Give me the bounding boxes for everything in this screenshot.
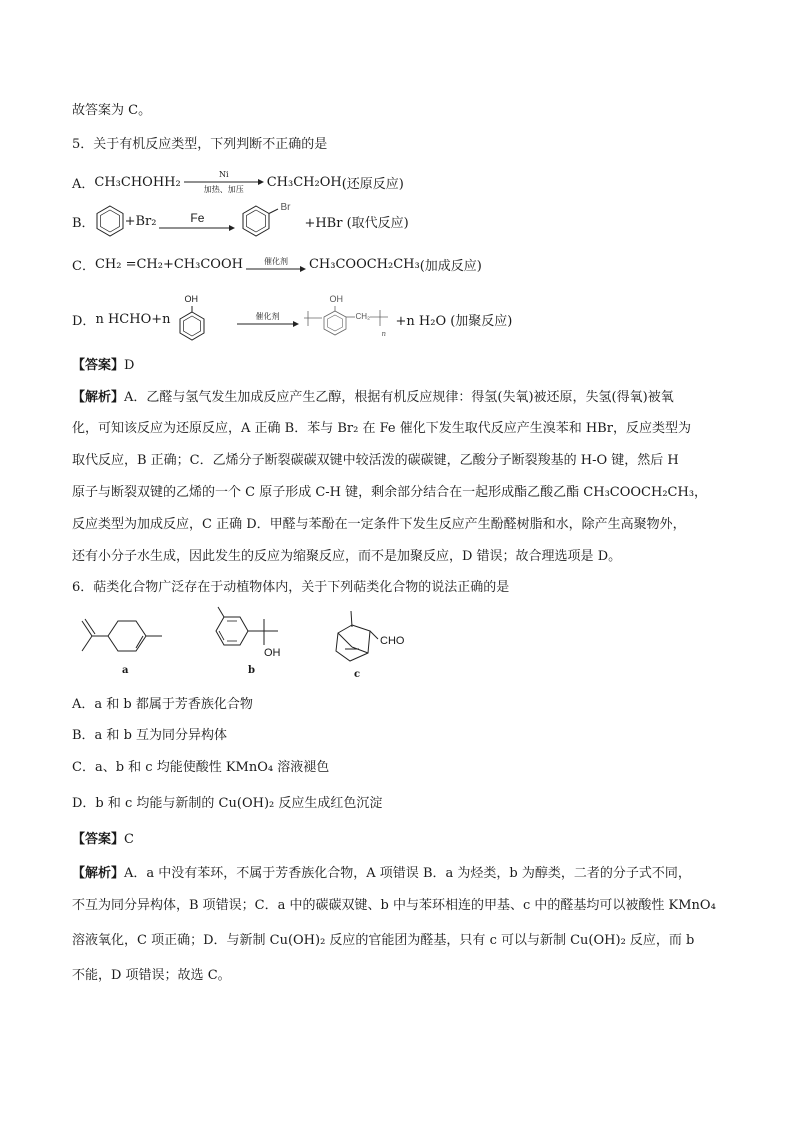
reactant: CH₃CHOHH₂ [94, 174, 181, 190]
arrow-condition: Fe [190, 211, 205, 225]
reaction-type: +HBr (取代反应) [304, 215, 409, 231]
option-letter: B． [72, 215, 95, 231]
product: CH₃CH₂OH [266, 174, 342, 190]
reaction-type: +n H₂O (加聚反应) [395, 313, 513, 329]
reagent: +Br₂ [124, 213, 157, 229]
q5-analysis-line: 取代反应，B 正确；C．乙烯分子断裂碳碳双键中较活泼的碳碳键，乙酸分子断裂羧基的 H-O 键，然后 H [72, 453, 679, 468]
resin-structure-icon [302, 296, 392, 342]
q5-option-d [72, 296, 512, 342]
arrow-condition-bottom: 加热、加压 [203, 185, 244, 194]
q6-answer [72, 830, 134, 850]
n-subscript: n [381, 330, 387, 338]
phenol-formaldehyde-resin [302, 296, 392, 342]
q5-analysis-line: 反应类型为加成反应，C 正确 D．甲醛与苯酚在一定条件下发生反应产生酚醛树脂和水，除产生高聚物外， [72, 517, 686, 532]
q6-analysis-line: 不互为同分异构体，B 项错误；C．a 中的碳碳双键、b 中与苯环相连的甲基、c 中的醛基均可以被酸性 KMnO₄ [72, 898, 716, 913]
oh-label: OH [329, 294, 343, 304]
arrow-condition: 催化剂 [255, 311, 280, 321]
option-letter: A． [72, 176, 95, 192]
ch2-label: CH₂ [355, 312, 371, 321]
arrow-condition-top: Ni [218, 170, 229, 179]
oh-label: OH [264, 647, 281, 659]
reaction-arrow [246, 257, 306, 272]
analysis-text: A．a 中没有苯环，不属于芳香族化合物，A 项错误 B．a 为烃类，b 为醇类，二者的分子式不同， [124, 866, 691, 881]
q5-answer [72, 356, 134, 376]
q6-analysis-line: 不能，D 项错误；故选 C。 [72, 968, 231, 983]
option-letter: D． [72, 313, 96, 329]
oh-label: OH [184, 294, 198, 304]
q6-analysis-line: 溶液氧化，C 项正确；D．与新制 Cu(OH)₂ 反应的官能团为醛基，只有 c 可以与新制 Cu(OH)₂ 反应，而 b [72, 933, 695, 948]
q5-analysis-line: 化，可知该反应为还原反应，A 正确 B．苯与 Br₂ 在 Fe 催化下发生取代反应产生溴苯和 HBr，反应类型为 [72, 421, 691, 436]
phenol [175, 296, 209, 342]
label-a: a [122, 665, 129, 676]
answer-tag: 【答案】 [72, 358, 125, 373]
q6-option-c: C．a、b 和 c 均能使酸性 KMnO₄ 溶液褪色 [72, 760, 330, 775]
analysis-text: A．乙醛与氢气发生加成反应产生乙醇，根据有机反应规律：得氢(失氧)被还原，失氢(得氧)被氧 [124, 390, 674, 405]
cho-label: CHO [380, 635, 405, 647]
q5-option-c [72, 255, 482, 274]
bromobenzene [238, 204, 298, 238]
benzene-ring-icon [95, 204, 125, 238]
reaction-arrow [184, 170, 264, 194]
arrow-condition: 催化剂 [263, 257, 288, 266]
label-c: c [354, 669, 361, 680]
br-label: Br [280, 202, 291, 213]
answer-value: D [124, 358, 135, 373]
q5-analysis-line [72, 388, 674, 408]
option-letter: C． [72, 259, 95, 274]
reaction-type: (还原反应) [341, 176, 404, 192]
q6-option-b: B．a 和 b 互为同分异构体 [72, 728, 228, 743]
reactants: CH₂ =CH₂+CH₃COOH [94, 257, 243, 272]
analysis-tag: 【解析】 [72, 866, 125, 881]
q6-option-a: A．a 和 b 都属于芳香族化合物 [72, 697, 253, 712]
product: CH₃COOCH₂CH₃ [308, 257, 420, 272]
answer-value: C [124, 832, 134, 847]
q5-analysis-line: 还有小分子水生成，因此发生的反应为缩聚反应，而不是加聚反应，D 错误；故合理选项是 D。 [72, 549, 622, 564]
arrow-icon [246, 266, 306, 272]
previous-conclusion: 故答案为 C。 [72, 103, 152, 118]
q5-analysis-line: 原子与断裂双键的乙烯的一个 C 原子形成 C-H 键，剩余部分结合在一起形成酯乙酸乙酯 CH₃COOCH₂CH₃， [72, 485, 708, 500]
reaction-type: (加成反应) [419, 259, 482, 274]
arrow-icon [237, 321, 299, 327]
q5-option-b [72, 204, 409, 238]
q6-stem: 6．萜类化合物广泛存在于动植物体内，关于下列萜类化合物的说法正确的是 [72, 580, 510, 595]
reactants: n HCHO+n [95, 311, 171, 327]
analysis-tag: 【解析】 [72, 390, 125, 405]
q6-analysis-line [72, 864, 691, 884]
reaction-arrow [237, 312, 299, 327]
reaction-arrow [159, 211, 235, 231]
q5-option-a [72, 170, 404, 194]
q6-structures [72, 605, 432, 685]
arrow-icon [159, 225, 235, 231]
answer-tag: 【答案】 [72, 832, 125, 847]
q5-stem: 5．关于有机反应类型，下列判断不正确的是 [72, 137, 328, 152]
label-b: b [248, 665, 255, 676]
q6-option-d: D．b 和 c 均能与新制的 Cu(OH)₂ 反应生成红色沉淀 [72, 796, 383, 811]
